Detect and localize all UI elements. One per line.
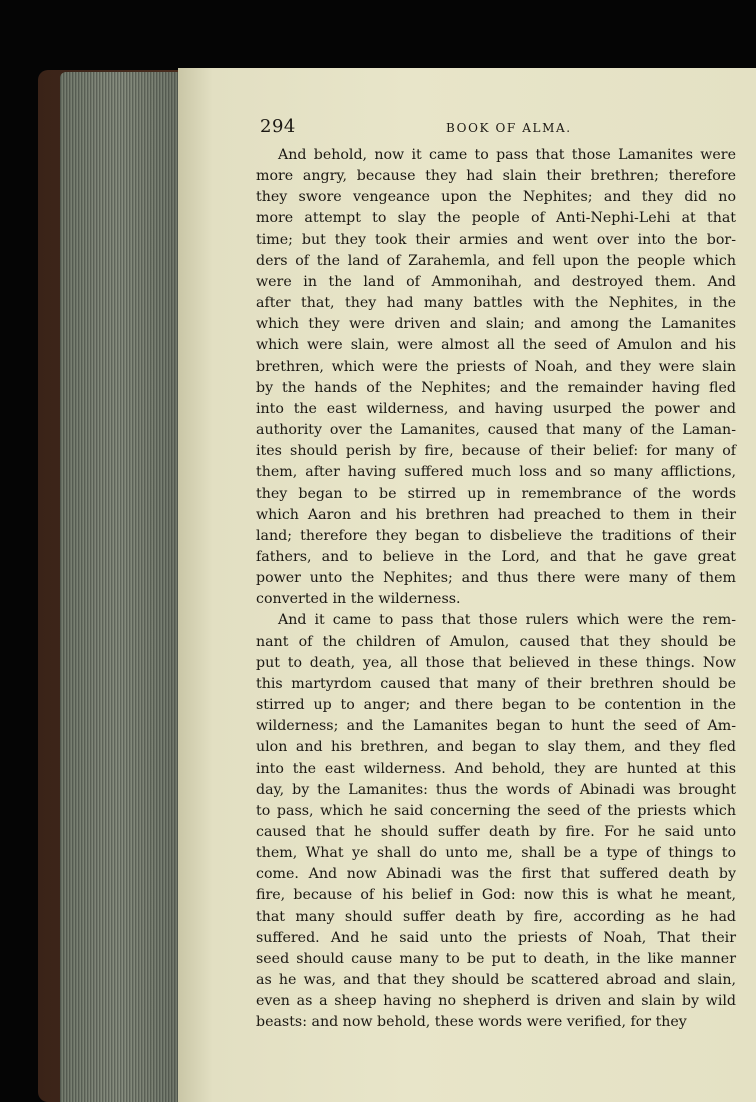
running-head xyxy=(256,112,736,138)
text-line: brethren, which were the priests of Noah, and they were slain xyxy=(256,358,736,375)
text-line: even as a sheep having no shepherd is driven and slain by wild xyxy=(256,993,736,1010)
text-line: after that, they had many battles with the Nephites, in the xyxy=(256,295,736,312)
text-line: which Aaron and his brethren had preached to them in their xyxy=(256,506,736,523)
paragraph xyxy=(256,610,736,1033)
text-line: stirred up to anger; and there began to be contention in the xyxy=(256,697,736,714)
text-line: time; but they took their armies and went over into the bor- xyxy=(256,231,736,248)
text-line: them, What ye shall do unto me, shall be a type of things to xyxy=(256,845,736,862)
page-header: BOOK OF ALMA. xyxy=(446,121,572,135)
text-line: caused that he should suffer death by fire. For he said unto xyxy=(256,824,736,840)
text-line: And it came to pass that those rulers which were the rem- xyxy=(278,612,736,629)
text-line: come. And now Abinadi was the first that suffered death by xyxy=(256,866,736,883)
text-line: more angry, because they had slain their brethren; therefore xyxy=(256,168,736,185)
text-line: more attempt to slay the people of Anti-Nephi-Lehi at that xyxy=(256,210,736,227)
text-line: that many should suffer death by fire, according as he had xyxy=(256,908,736,925)
paragraph xyxy=(256,145,736,610)
text-line: to pass, which he said concerning the seed of the priests which xyxy=(256,802,736,819)
page-edges xyxy=(60,72,178,1102)
text-line: as he was, and that they should be scattered abroad and slain, xyxy=(256,972,736,989)
text-line: ulon and his brethren, and began to slay them, and they fled xyxy=(256,739,736,756)
text-line: land; therefore they began to disbelieve the traditions of their xyxy=(256,527,736,544)
page-number: 294 xyxy=(260,116,296,137)
text-line: ites should perish by fire, because of their belief: for many of xyxy=(256,443,736,460)
text-line: which were slain, were almost all the seed of Amulon and his xyxy=(256,337,736,354)
text-line: ders of the land of Zarahemla, and fell upon the people which xyxy=(256,252,736,269)
text-line: wilderness; and the Lamanites began to hunt the seed of Am- xyxy=(256,718,736,735)
text-line: beasts: and now behold, these words were verified, for they xyxy=(256,1014,687,1031)
text-line: were in the land of Ammonihah, and destroyed them. And xyxy=(256,273,736,290)
text-line: day, by the Lamanites: thus the words of Abinadi was brought xyxy=(256,781,736,798)
text-line: which they were driven and slain; and among the Lamanites xyxy=(256,316,736,333)
text-block xyxy=(256,112,736,1034)
text-line: And behold, now it came to pass that those Lamanites were xyxy=(278,147,736,163)
text-line: this martyrdom caused that many of their brethren should be xyxy=(256,675,736,692)
text-line: them, after having suffered much loss and so many afflictions, xyxy=(256,464,736,481)
text-line: into the east wilderness. And behold, they are hunted at this xyxy=(256,760,736,777)
text-line: fathers, and to believe in the Lord, and that he gave great xyxy=(256,548,736,565)
text-line: power unto the Nephites; and thus there were many of them xyxy=(256,570,736,587)
text-line: they swore vengeance upon the Nephites; and they did no xyxy=(256,189,736,206)
text-line: put to death, yea, all those that believed in these things. Now xyxy=(256,654,736,671)
text-line: they began to be stirred up in remembrance of the words xyxy=(256,485,736,502)
text-line: into the east wilderness, and having usurped the power and xyxy=(256,400,736,417)
text-line: authority over the Lamanites, caused that many of the Laman- xyxy=(256,422,736,439)
text-line: converted in the wilderness. xyxy=(256,591,461,608)
text-line: seed should cause many to be put to death, in the like manner xyxy=(256,950,736,967)
text-line: nant of the children of Amulon, caused that they should be xyxy=(256,633,736,650)
body-text xyxy=(256,145,736,1034)
text-line: by the hands of the Nephites; and the remainder having fled xyxy=(256,379,736,396)
text-line: suffered. And he said unto the priests of Noah, That their xyxy=(256,929,736,946)
text-line: fire, because of his belief in God: now this is what he meant, xyxy=(256,887,736,904)
